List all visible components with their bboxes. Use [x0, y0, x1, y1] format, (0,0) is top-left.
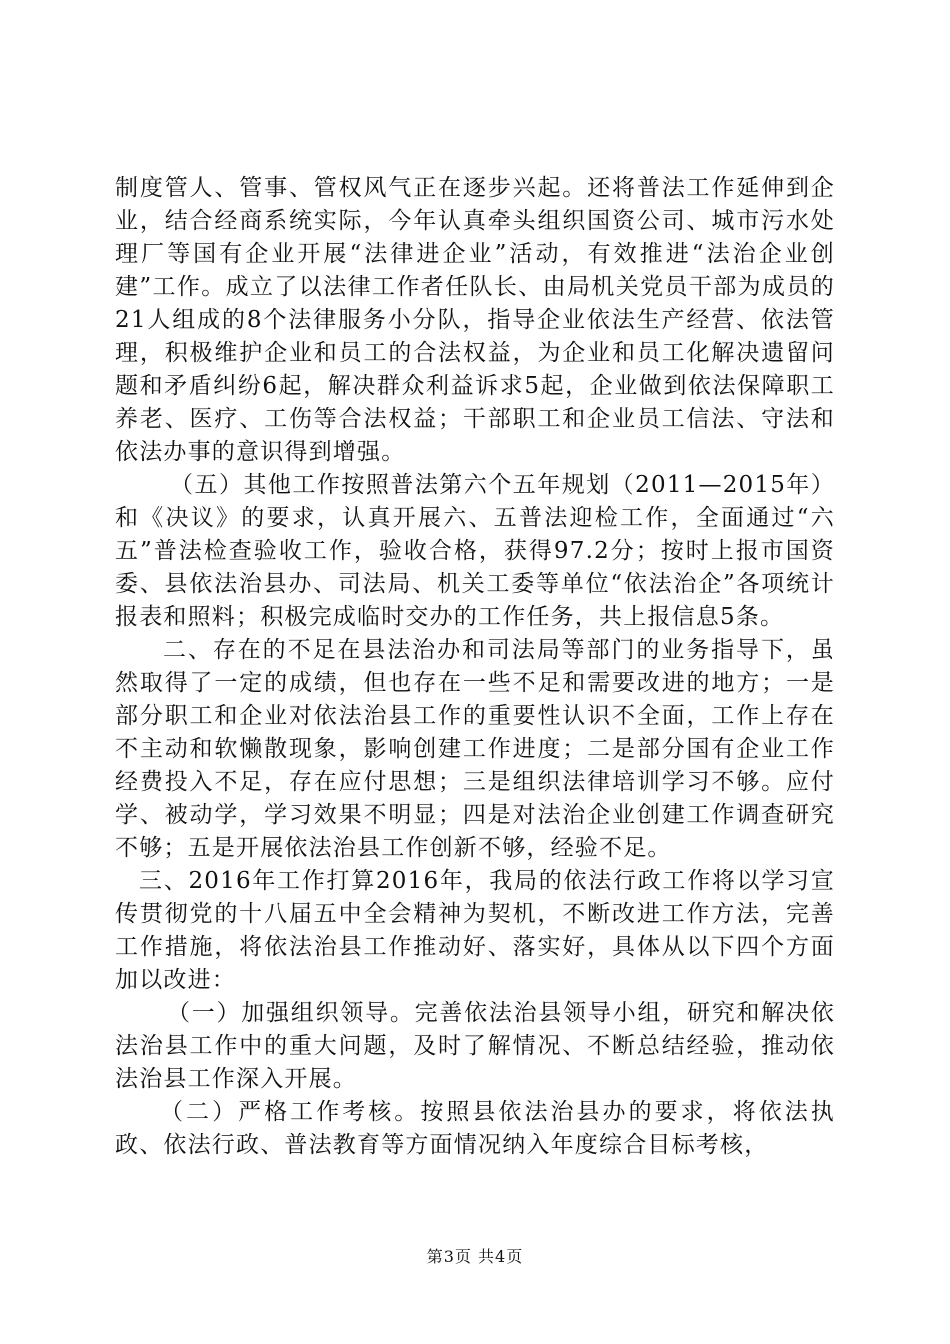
page-number-footer: 第3页 共4页 [426, 1247, 524, 1266]
document-body [115, 172, 835, 1162]
paragraph-strengthen-leadership: （一）加强组织领导。完善依法治县领导小组，研究和解决依法治县工作中的重大问题，及时了解情况、不断总结经验，推动依法治县工作深入开展。 [115, 1000, 835, 1092]
paragraph-strict-assessment: （二）严格工作考核。按照县依法治县办的要求，将依法执政、依法行政、普法教育等方面情况纳入年度综合目标考核， [115, 1099, 835, 1158]
paragraph-shortcomings: 二、存在的不足在县法治办和司法局等部门的业务指导下，虽然取得了一定的成绩，但也存在一些不足和需要改进的地方；一是部分职工和企业对依法治县工作的重要性认识不全面，工作上存在不主动和软懒散现象，影响创建工作进度；二是部分国有企业工作经费投入不足，存在应付思想；三是组织法律培训学习不够。应付学、被动学，学习效果不明显；四是对法治企业创建工作调查研究不够；五是开展依法治县工作创新不够，经验不足。 [115, 637, 835, 861]
paragraph-continuation: 制度管人、管事、管权风气正在逐步兴起。还将普法工作延伸到企业，结合经商系统实际，今年认真牵头组织国资公司、城市污水处理厂等国有企业开展“法律进企业”活动，有效推进“法治企业创建”工作。成立了以法律工作者任队长、由局机关党员干部为成员的21人组成的8个法律服务小分队，指导企业依法生产经营、依法管理，积极维护企业和员工的合法权益，为企业和员工化解决遗留问题和矛盾纠纷6起，解决群众利益诉求5起，企业做到依法保障职工养老、医疗、工伤等合法权益；干部职工和企业员工信法、守法和依法办事的意识得到增强。 [115, 175, 835, 465]
paragraph-other-work: （五）其他工作按照普法第六个五年规划（2011—2015年）和《决议》的要求，认真开展六、五普法迎检工作，全面通过“六五”普法检查验收工作，验收合格，获得97.2分；按时上报市国资委、县依法治县办、司法局、机关工委等单位“依法治企”各项统计报表和照料；积极完成临时交办的工作任务，共上报信息5条。 [115, 472, 835, 630]
paragraph-work-plan-2016: 三、2016年工作打算2016年，我局的依法行政工作将以学习宣传贯彻党的十八届五中全会精神为契机，不断改进工作方法，完善工作措施，将依法治县工作推动好、落实好，具体从以下四个方面加以改进： [115, 868, 835, 993]
